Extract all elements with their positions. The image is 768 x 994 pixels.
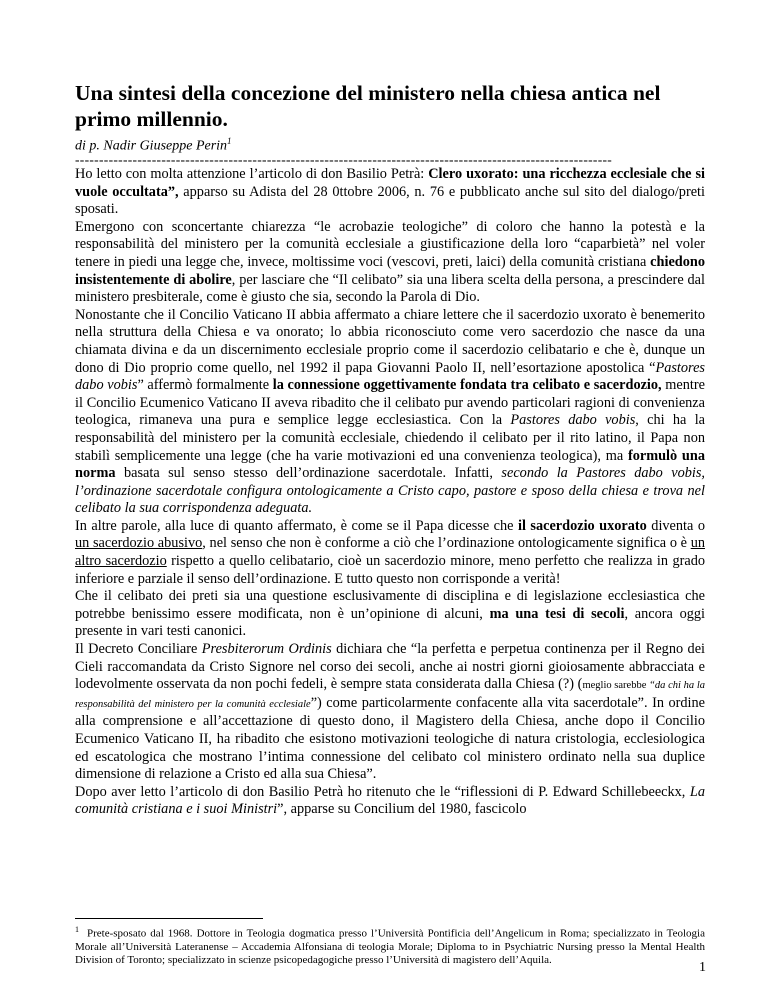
italic-run: Presbiterorum Ordinis <box>201 641 332 658</box>
underlined-run: un altro sacerdozio <box>75 535 705 570</box>
separator-line: ---------------------------------------------------------------------------------------------------------------- <box>75 152 613 167</box>
text-run: apparso su Adista del 28 0ttobre 2006, n. 76 e pubblicato anche sul sito del dialogo/preti sposati. <box>75 183 705 218</box>
text-run: rispetto a quello celibatario, cioè un sacerdozio minore, meno perfetto che realizza in grado inferiore e parziale il senso dell’ordinazione. E tutto questo non corrisponde a verità! <box>75 553 705 587</box>
text-run: ”, apparse su Concilium del 1980, fascicolo <box>277 801 527 818</box>
paragraph-7 <box>75 784 705 819</box>
footnote-number: 1 <box>75 925 79 934</box>
text-run: Emergono con sconcertante chiarezza “le acrobazie teologiche” di coloro che hanno la potestà e la responsabilità del ministero per la comunità ecclesiale a giustificazione della loro “caparbietà” nel voler tenere in piedi una legge che, invece, moltissime voci (vescovi, preti, laici) della comunità cristiana <box>75 218 705 270</box>
paragraph-3 <box>75 307 705 518</box>
bold-run: Clero uxorato: una ricchezza ecclesiale che si vuole occultata”, <box>75 166 705 200</box>
bold-run: chiedono insistentemente di abolire <box>75 253 705 288</box>
text-run: , nel senso che non è conforme a ciò che l’ordinazione ontologicamente significa o è <box>202 535 691 552</box>
underlined-run: un sacerdozio abusivo <box>75 535 203 552</box>
text-run: ” affermò formalmente <box>137 377 273 394</box>
bold-run: il sacerdozio uxorato <box>517 517 647 534</box>
text-run: , per lasciare che “Il celibato” sia una libera scelta della persona, a prescindere dal ministero presbiterale, come è giusto che sia, secondo la Parola di Dio. <box>75 271 705 306</box>
text-run: Dopo aver letto l’articolo di don Basilio Petrà ho ritenuto che le “riflessioni di P. Edward Schillebeeckx, <box>75 783 690 800</box>
small-italic-run: “da chi ha la responsabilità del ministero per la comunità ecclesiale <box>75 680 705 710</box>
footnote <box>75 923 705 967</box>
text-run: dichiara che “la perfetta e perpetua continenza per il Regno dei Cieli raccomandata da Cristo Signore nel corso dei secoli, anche ai nostri giorni gioiosamente abbracciata e lodevolmente osservata da non pochi fedeli, è sempre stata considerata dalla Chiesa (?) ( <box>75 641 706 693</box>
text-run: Ho letto con molta attenzione l’articolo di don Basilio Petrà: <box>75 166 429 182</box>
text-run: ”) come particolarmente confacente alla vita sacerdotale”. In ordine alla comprensione e all’accettazione di questo dono, il Magistero della Chiesa, anche dopo il Concilio Ecumenico Vaticano II, ha ribadito che esistono motivazioni teologiche di natura cristologia, ecclesiologica ed escatologica che mostrano l’intima connessione del celibato col ministero ordinato nella sua duplice dimensione di relazione a Cristo ed alla sua Chiesa”. <box>75 694 706 783</box>
bold-run: formulò una norma <box>75 447 705 482</box>
text-run: basata sul senso stesso dell’ordinazione sacerdotale. Infatti, <box>115 465 502 482</box>
text-run: Nonostante che il Concilio Vaticano II abbia affermato a chiare lettere che il sacerdozio uxorato è benemerito nella struttura della Chiesa e va onorato; lo abbia riconosciuto come vero sacerdozio che nasce da una chiamata divina e da un discernimento ecclesiale proprio come il sacerdozio celibatario e che è, dunque un dono di Dio proprio come quello, nel 1992 il papa Giovanni Paolo II, nell’esortazione apostolica “ <box>75 306 705 376</box>
paragraph-2 <box>75 219 705 307</box>
footnote-text: Prete-sposato dal 1968. Dottore in Teologia dogmatica presso l’Università Pontificia dell’Angelicum in Roma; specializzato in Teologia Morale all’Università Lateranense – Accademia Alfonsiana di teologia Morale; Diploma to in Psychiatric Nursing presso la Mental Health Division of Toronto; specializzato in scienze psicopedagogiche presso l’Università di magistero dell’Aquila. <box>75 927 705 967</box>
footnote-ref: 1 <box>227 136 232 146</box>
author-name: di p. Nadir Giuseppe Perin <box>75 138 228 154</box>
bold-run: ma una tesi di secoli <box>489 605 625 622</box>
text-run: Il Decreto Conciliare <box>75 641 202 658</box>
paragraph-4 <box>75 518 705 588</box>
paragraph-5 <box>75 588 705 641</box>
text-run: In altre parole, alla luce di quanto affermato, è come se il Papa dicesse che <box>75 517 518 534</box>
page-number: 1 <box>699 960 706 975</box>
small-run: meglio sarebbe <box>582 680 650 692</box>
footnote-divider <box>75 918 263 919</box>
body-text <box>75 166 705 819</box>
text-run: mentre il Concilio Ecumenico Vaticano II aveva ribadito che il celibato pur avendo particolari ragioni di convenienza teologica, rimaneva una pura e semplice legge ecclesiastica. Con la <box>75 377 705 429</box>
text-run: Che il celibato dei preti sia una questione esclusivamente di disciplina e di legislazione ecclesiastica che potrebbe benissimo essere modificata, non è un’opinione di alcuni, <box>75 588 705 622</box>
paragraph-6 <box>75 641 705 784</box>
italic-run: secondo la Pastores dabo vobis, l’ordinazione sacerdotale configura ontologicamente a Cristo capo, pastore e sposo della chiesa e trova nel celibato la sua corrispondenza adeguata. <box>75 465 705 517</box>
text-run: , chi ha la responsabilità del ministero per la comunità ecclesiale, chiedendo il celibato per il rito latino, il Papa non stabilì semplicemente una legge (che ha varie motivazioni ed una convenienza teologica), ma <box>75 412 706 464</box>
italic-run: La comunità cristiana e i suoi Ministri <box>75 783 705 818</box>
paragraph-1 <box>75 166 705 219</box>
bold-run: la connessione oggettivamente fondata tra celibato e sacerdozio, <box>272 377 662 394</box>
text-run: diventa o <box>646 517 705 534</box>
italic-run: Pastores dabo vobis <box>75 359 705 394</box>
document-title: Una sintesi della concezione del ministero nella chiesa antica nel primo millennio. <box>75 81 661 131</box>
italic-run: Pastores dabo vobis <box>510 412 636 429</box>
text-run: , ancora oggi presente in vari testi canonici. <box>75 605 705 640</box>
